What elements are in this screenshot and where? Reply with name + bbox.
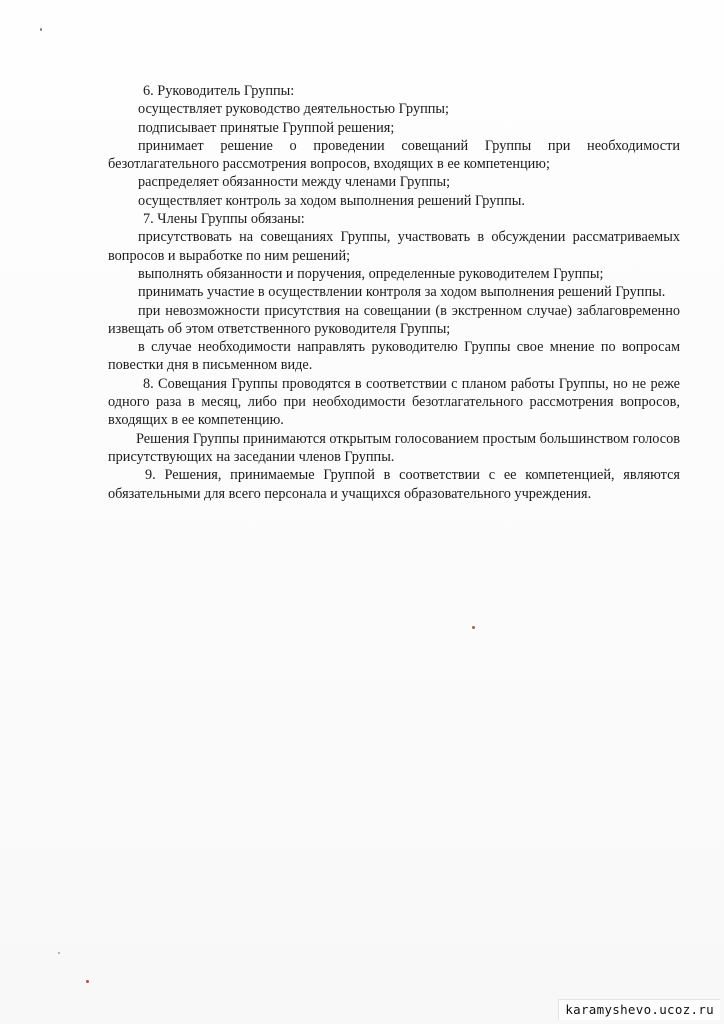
list-item: подписывает принятые Группой решения; [138,119,395,136]
list-item: распределяет обязанности между членами Группы; [138,174,451,191]
section-heading: 7. Члены Группы обязаны: [143,211,305,228]
list-item: осуществляет контроль за ходом выполнения решений Группы. [138,192,525,209]
section-heading: 6. Руководитель Группы: [143,83,295,99]
scan-speck [58,952,60,954]
scan-speck [86,980,89,983]
list-item: в случае необходимости направлять руководителю Группы свое мнение по вопросам повестки дня в письменном виде. [108,339,680,374]
paragraph: Решения Группы принимаются открытым голосованием простым большинством голосов присутствующих на заседании членов Группы. [108,430,680,465]
scan-speck [40,28,42,31]
list-item: присутствовать на совещаниях Группы, участвовать в обсуждении рассматриваемых вопросов и выработке по ним решений; [108,229,680,264]
list-item: принимать участие в осуществлении контроля за ходом выполнения решений Группы. [138,284,666,301]
section-heading: 9. Решения, принимаемые Группой в соответствии с ее компетенцией, являются обязательными для всего персонала и учащихся образовательного учреждения. [108,467,680,502]
document-body [108,82,680,503]
list-item: принимает решение о проведении совещаний Группы при необходимости безотлагательного рассмотрения вопросов, входящих в ее компетенцию; [108,137,680,173]
scan-speck [472,626,475,629]
section-heading: 8. Совещания Группы проводятся в соответствии с планом работы Группы, но не реже одного раза в месяц, либо при необходимости безотлагательного рассмотрения вопросов, входящих в ее компетенцию. [108,375,680,429]
list-item: при невозможности присутствия на совещании (в экстренном случае) заблаговременно извещать об этом ответственного руководителя Группы; [108,302,680,337]
list-item: осуществляет руководство деятельностью Группы; [138,101,449,118]
site-watermark: karamyshevo.ucoz.ru [558,999,720,1020]
list-item: выполнять обязанности и поручения, определенные руководителем Группы; [138,265,604,282]
